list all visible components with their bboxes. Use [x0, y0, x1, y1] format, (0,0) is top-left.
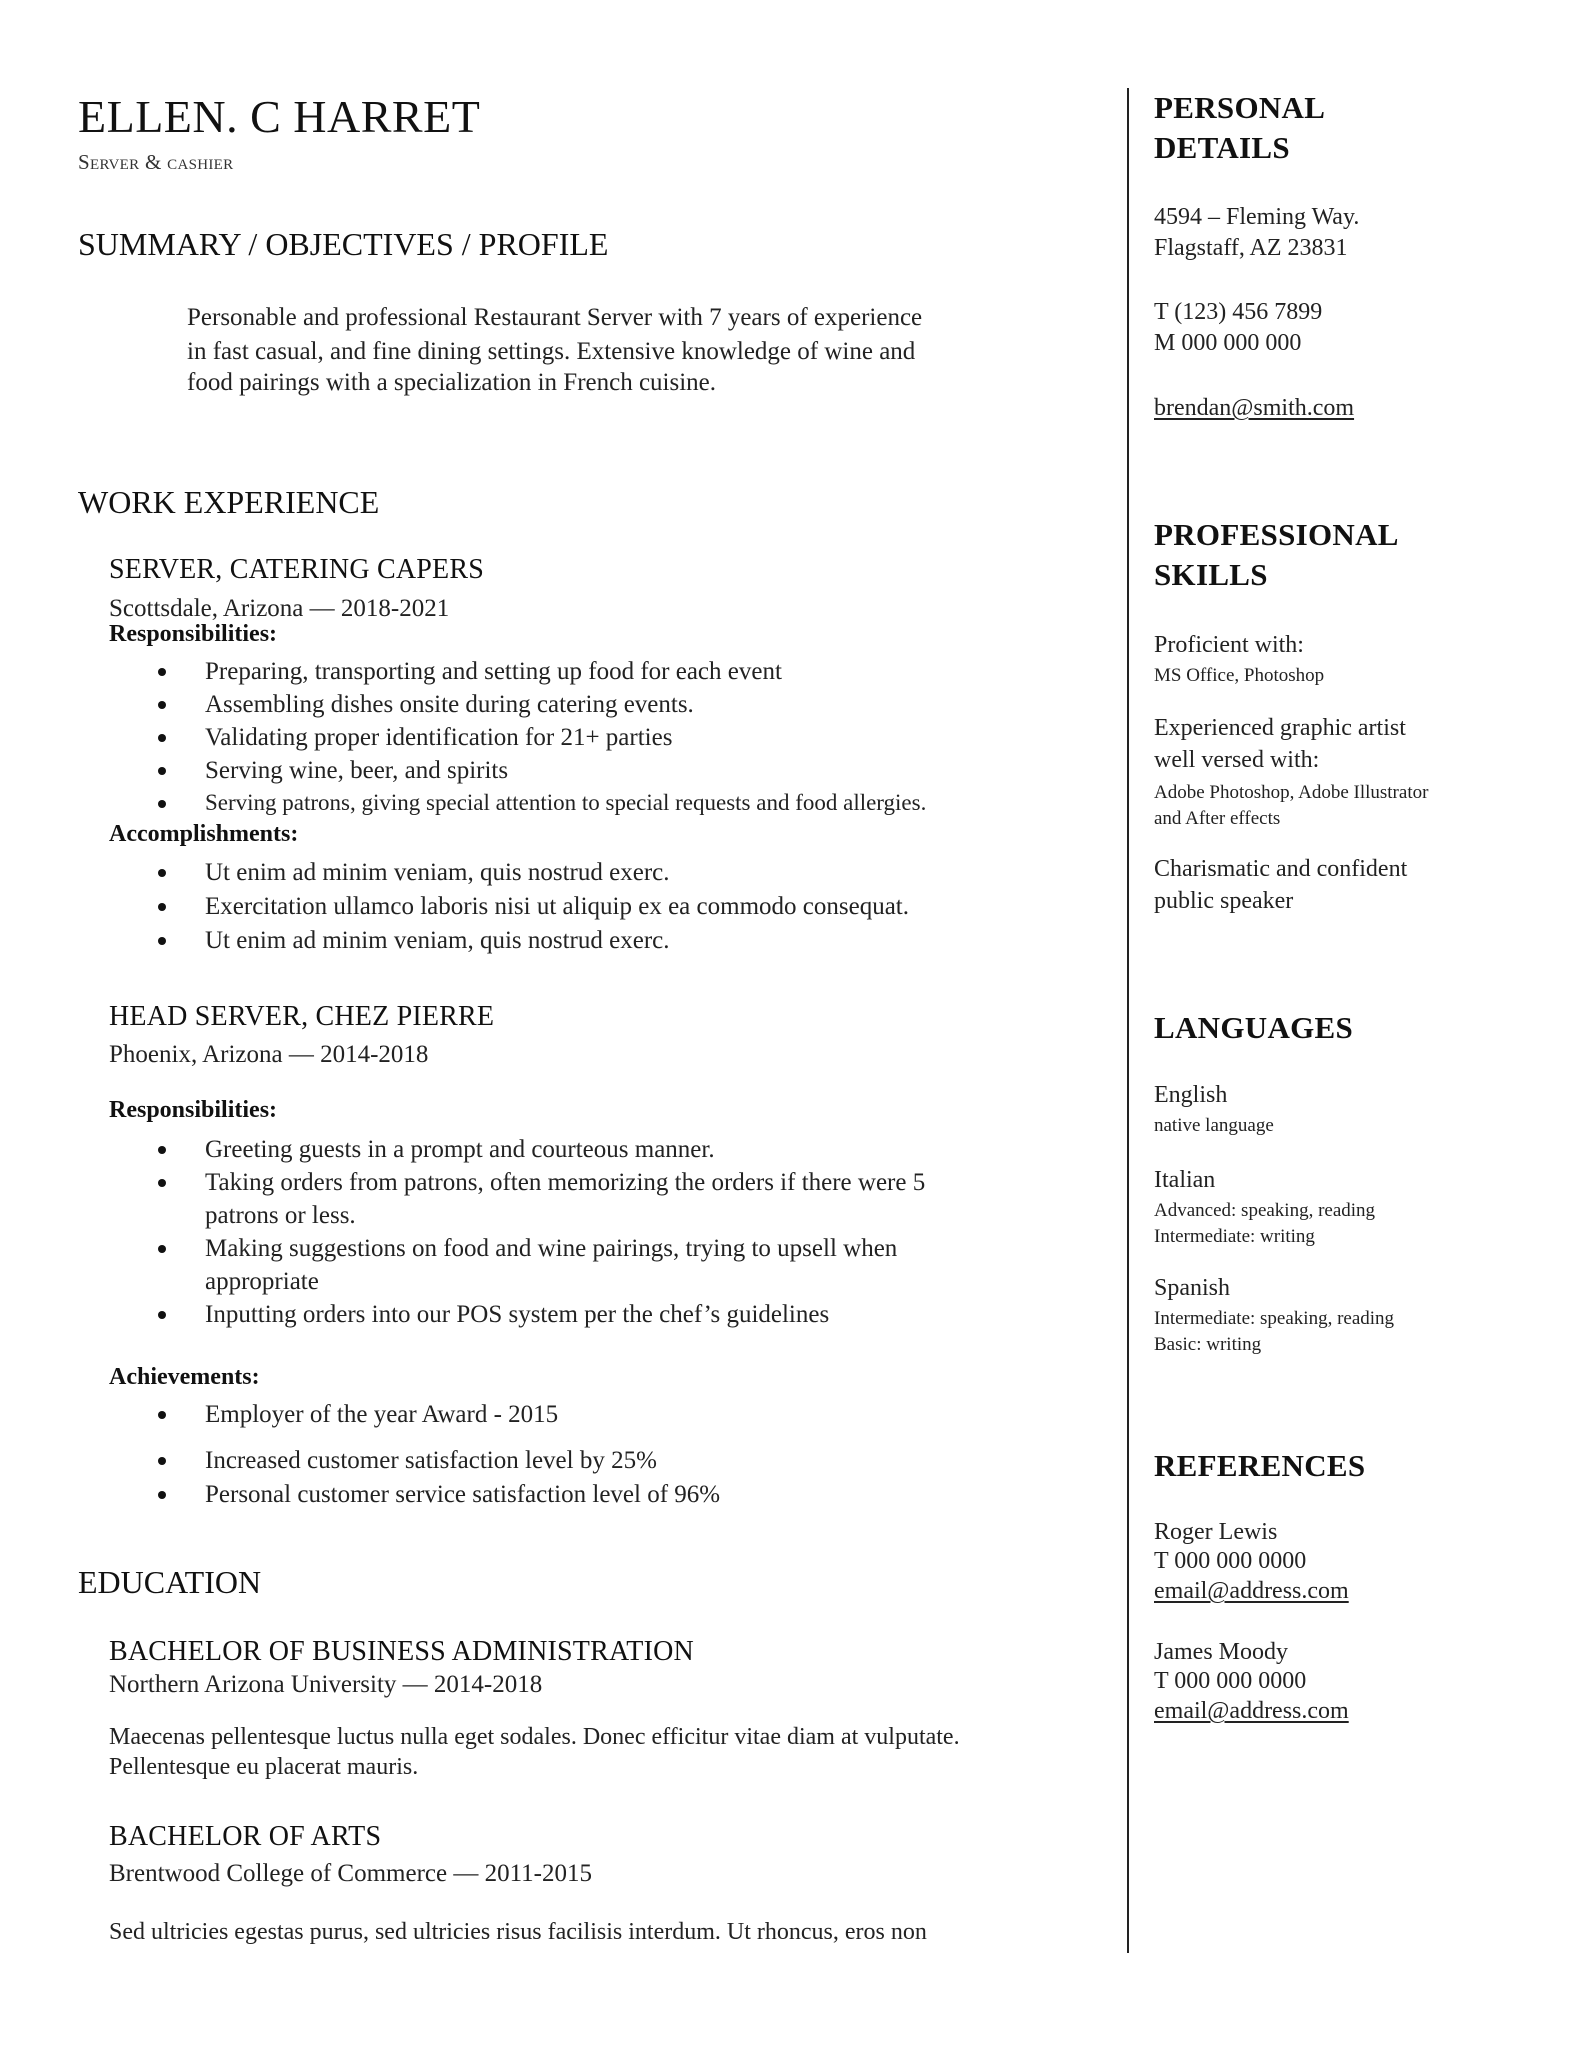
list-item: Taking orders from patrons, often memorizing the orders if there were 5 — [205, 1169, 926, 1196]
bullet-icon — [158, 1146, 166, 1154]
bullet-icon — [158, 869, 166, 877]
bullet-icon — [158, 903, 166, 911]
skill-label: Proficient with: — [1154, 632, 1304, 658]
responsibilities-label: Responsibilities: — [109, 1097, 278, 1123]
bullet-icon — [158, 1457, 166, 1465]
degree-title: BACHELOR OF BUSINESS ADMINISTRATION — [109, 1636, 694, 1667]
email-link[interactable]: brendan@smith.com — [1154, 395, 1355, 421]
personal-details-heading: PERSONAL — [1154, 90, 1326, 125]
bullet-icon — [158, 1311, 166, 1319]
reference-email-link[interactable]: email@address.com — [1154, 1698, 1349, 1724]
skill-label: well versed with: — [1154, 747, 1320, 773]
language-detail: native language — [1154, 1115, 1274, 1136]
list-item: Inputting orders into our POS system per the chef’s guidelines — [205, 1301, 830, 1328]
list-item: Personal customer service satisfaction level of 96% — [205, 1481, 721, 1508]
achievements-label: Achievements: — [109, 1364, 260, 1390]
bullet-icon — [158, 734, 166, 742]
phone-mobile: M 000 000 000 — [1154, 330, 1302, 356]
references-heading: REFERENCES — [1154, 1448, 1366, 1483]
bullet-icon — [158, 767, 166, 775]
language-detail: Intermediate: speaking, reading — [1154, 1308, 1395, 1329]
list-item: Exercitation ullamco laboris nisi ut aliquip ex ea commodo consequat. — [205, 893, 909, 920]
list-item-continuation: patrons or less. — [205, 1202, 356, 1229]
list-item-continuation: appropriate — [205, 1268, 319, 1295]
candidate-role: Server & cashier — [78, 150, 234, 174]
language-detail: Basic: writing — [1154, 1334, 1262, 1355]
bullet-icon — [158, 1245, 166, 1253]
reference-phone: T 000 000 0000 — [1154, 1548, 1307, 1574]
list-item: Assembling dishes onsite during catering events. — [205, 691, 694, 718]
bullet-icon — [158, 1491, 166, 1499]
reference-name: James Moody — [1154, 1639, 1288, 1665]
list-item: Serving patrons, giving special attention to special requests and food allergies. — [205, 790, 927, 815]
candidate-name: ELLEN. C HARRET — [78, 91, 481, 142]
skill-label: public speaker — [1154, 888, 1294, 914]
summary-heading: SUMMARY / OBJECTIVES / PROFILE — [78, 226, 609, 262]
degree-meta: Northern Arizona University — 2014-2018 — [109, 1671, 543, 1698]
skill-detail: MS Office, Photoshop — [1154, 665, 1325, 686]
work-experience-heading: WORK EXPERIENCE — [78, 484, 380, 520]
language-detail: Intermediate: writing — [1154, 1226, 1315, 1247]
bullet-icon — [158, 1411, 166, 1419]
job-meta: Phoenix, Arizona — 2014-2018 — [109, 1041, 429, 1068]
skill-detail: Adobe Photoshop, Adobe Illustrator — [1154, 782, 1429, 803]
list-item: Preparing, transporting and setting up food for each event — [205, 658, 782, 685]
bullet-icon — [158, 1179, 166, 1187]
bullet-icon — [158, 937, 166, 945]
summary-line: in fast casual, and fine dining settings. Extensive knowledge of wine and — [187, 338, 916, 365]
skills-heading: PROFESSIONAL — [1154, 517, 1399, 552]
skill-detail: and After effects — [1154, 808, 1281, 829]
address-line: Flagstaff, AZ 23831 — [1154, 235, 1348, 261]
personal-details-heading: DETAILS — [1154, 130, 1290, 165]
bullet-icon — [158, 800, 166, 808]
skill-label: Charismatic and confident — [1154, 856, 1408, 882]
language-detail: Advanced: speaking, reading — [1154, 1200, 1376, 1221]
reference-email-link[interactable]: email@address.com — [1154, 1578, 1349, 1604]
job-title: SERVER, CATERING CAPERS — [109, 554, 484, 585]
skill-label: Experienced graphic artist — [1154, 715, 1406, 741]
list-item: Validating proper identification for 21+ parties — [205, 724, 673, 751]
skills-heading: SKILLS — [1154, 557, 1268, 592]
list-item: Serving wine, beer, and spirits — [205, 757, 509, 784]
list-item: Ut enim ad minim veniam, quis nostrud exerc. — [205, 927, 670, 954]
language-name: Spanish — [1154, 1275, 1231, 1301]
list-item: Greeting guests in a prompt and courteous manner. — [205, 1136, 715, 1163]
bullet-icon — [158, 701, 166, 709]
list-item: Increased customer satisfaction level by 25% — [205, 1447, 657, 1474]
education-heading: EDUCATION — [78, 1564, 262, 1600]
phone-telephone: T (123) 456 7899 — [1154, 299, 1323, 325]
summary-line: Personable and professional Restaurant Server with 7 years of experience — [187, 304, 923, 331]
degree-description: Sed ultricies egestas purus, sed ultricies risus facilisis interdum. Ut rhoncus, eros non — [109, 1919, 927, 1945]
reference-phone: T 000 000 0000 — [1154, 1668, 1307, 1694]
language-name: Italian — [1154, 1167, 1216, 1193]
address-line: 4594 – Fleming Way. — [1154, 204, 1360, 230]
degree-title: BACHELOR OF ARTS — [109, 1821, 382, 1852]
degree-meta: Brentwood College of Commerce — 2011-2015 — [109, 1860, 593, 1887]
bullet-icon — [158, 668, 166, 676]
language-name: English — [1154, 1082, 1228, 1108]
list-item: Ut enim ad minim veniam, quis nostrud exerc. — [205, 859, 670, 886]
list-item: Making suggestions on food and wine pairings, trying to upsell when — [205, 1235, 898, 1262]
degree-description: Pellentesque eu placerat mauris. — [109, 1754, 419, 1780]
column-divider — [1127, 88, 1129, 1953]
job-meta: Scottsdale, Arizona — 2018-2021 — [109, 595, 450, 622]
accomplishments-label: Accomplishments: — [109, 821, 299, 847]
responsibilities-label: Responsibilities: — [109, 621, 278, 647]
job-title: HEAD SERVER, CHEZ PIERRE — [109, 1001, 495, 1032]
degree-description: Maecenas pellentesque luctus nulla eget sodales. Donec efficitur vitae diam at vulputate. — [109, 1724, 960, 1750]
reference-name: Roger Lewis — [1154, 1519, 1278, 1545]
list-item: Employer of the year Award - 2015 — [205, 1401, 559, 1428]
summary-line: food pairings with a specialization in French cuisine. — [187, 369, 717, 396]
languages-heading: LANGUAGES — [1154, 1010, 1354, 1045]
